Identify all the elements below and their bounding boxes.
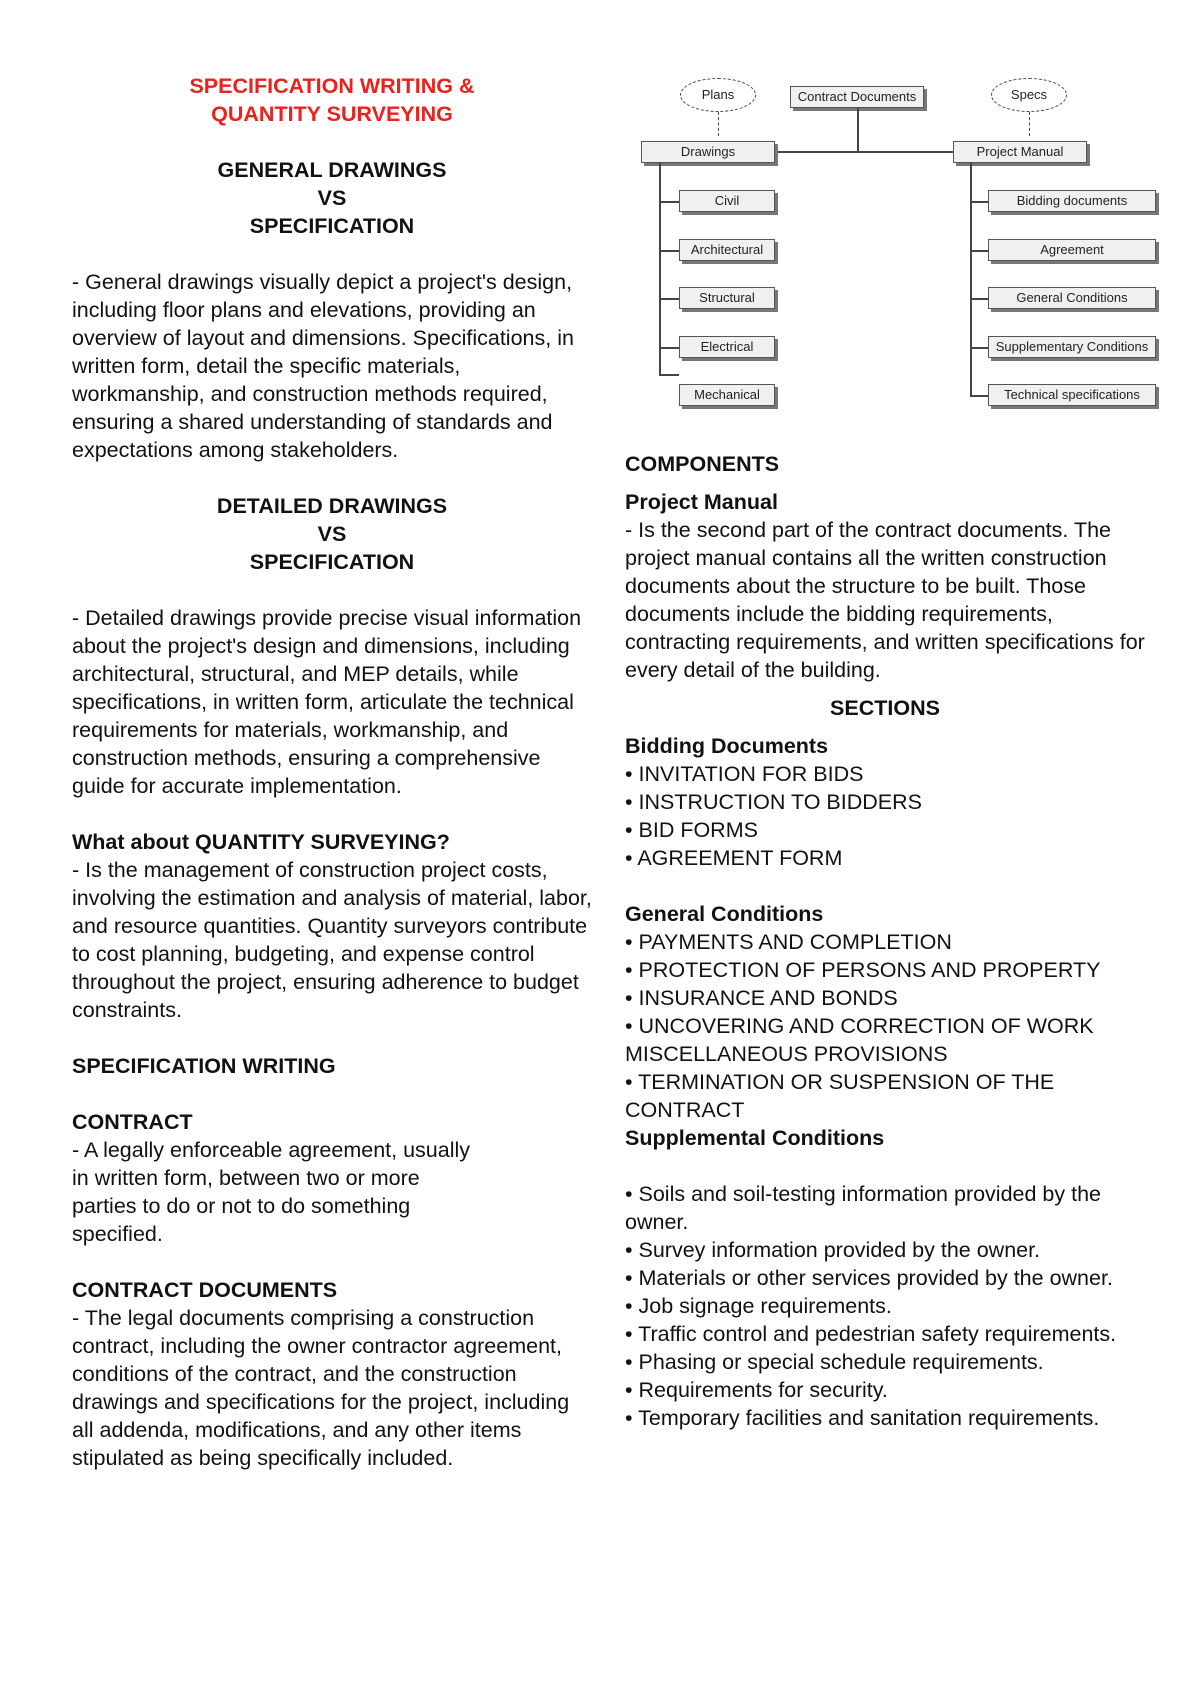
connector-line bbox=[659, 374, 679, 376]
agreement-box: Agreement bbox=[988, 239, 1156, 261]
contract-line: specified. bbox=[72, 1222, 163, 1246]
general-drawings-body: - General drawings visually depict a project's design, including floor plans and elevations, providing an overview of layout and dimensions. Specifications, in written form, detail the specific materials, workmanship, and construction methods required, ensuring a shared understanding of standards and expectations among stakeholders. bbox=[72, 270, 574, 462]
list-item: • PROTECTION OF PERSONS AND PROPERTY bbox=[625, 958, 1101, 982]
right-column bbox=[625, 450, 1145, 1432]
connector-line bbox=[970, 395, 988, 397]
contract-body bbox=[72, 1136, 592, 1248]
components-heading: COMPONENTS bbox=[625, 452, 780, 476]
list-item: • PAYMENTS AND COMPLETION bbox=[625, 930, 952, 954]
bidding-documents-box: Bidding documents bbox=[988, 190, 1156, 212]
drawings-box: Drawings bbox=[641, 141, 775, 163]
list-item: • INVITATION FOR BIDS bbox=[625, 762, 864, 786]
list-item: • Temporary facilities and sanitation requirements. bbox=[625, 1406, 1100, 1430]
heading-line: DETAILED DRAWINGS bbox=[216, 494, 448, 518]
list-item: • TERMINATION OR SUSPENSION OF THE CONTRACT bbox=[625, 1070, 1055, 1122]
civil-box: Civil bbox=[679, 190, 775, 212]
specs-connector bbox=[1029, 112, 1030, 136]
quantity-surveying-heading: What about QUANTITY SURVEYING? bbox=[72, 830, 450, 854]
general-conditions-list bbox=[625, 928, 1145, 1124]
list-item: • AGREEMENT FORM bbox=[625, 846, 843, 870]
title-line-2: QUANTITY SURVEYING bbox=[211, 102, 453, 126]
technical-specifications-box: Technical specifications bbox=[988, 384, 1156, 406]
general-drawings-heading bbox=[72, 156, 592, 240]
project-manual-heading: Project Manual bbox=[625, 490, 778, 514]
contract-line: - A legally enforceable agreement, usually bbox=[72, 1138, 470, 1162]
general-conditions-box: General Conditions bbox=[988, 287, 1156, 309]
list-item: • INSURANCE AND BONDS bbox=[625, 986, 898, 1010]
connector-line bbox=[659, 201, 679, 203]
specification-writing-heading: SPECIFICATION WRITING bbox=[72, 1054, 336, 1078]
connector-line bbox=[659, 250, 679, 252]
detailed-drawings-body: - Detailed drawings provide precise visual information about the project's design and dimensions, including architectural, structural, and MEP details, while specifications, in written form, articulate the technical requirements for materials, workmanship, and construction methods, ensuring a comprehensive guide for accurate implementation. bbox=[72, 606, 582, 798]
contract-documents-body: - The legal documents comprising a construction contract, including the owner contractor agreement, conditions of the contract, and the construction drawings and specifications for the project, including all addenda, modifications, and any other items stipulated as being specifically included. bbox=[72, 1306, 570, 1470]
specs-oval: Specs bbox=[991, 78, 1067, 112]
connector-line bbox=[970, 163, 972, 395]
electrical-box: Electrical bbox=[679, 336, 775, 358]
connector-line bbox=[857, 108, 859, 152]
general-conditions-heading: General Conditions bbox=[625, 902, 824, 926]
connector-line bbox=[970, 347, 988, 349]
contract-documents-heading: CONTRACT DOCUMENTS bbox=[72, 1278, 338, 1302]
bidding-documents-list bbox=[625, 760, 1145, 872]
connector-line bbox=[970, 250, 988, 252]
heading-line: GENERAL DRAWINGS bbox=[217, 158, 447, 182]
connector-line bbox=[970, 298, 988, 300]
list-item: • Requirements for security. bbox=[625, 1378, 888, 1402]
heading-line: VS bbox=[317, 186, 347, 210]
project-manual-box: Project Manual bbox=[953, 141, 1087, 163]
heading-line: SPECIFICATION bbox=[249, 214, 415, 238]
document-title bbox=[72, 72, 592, 128]
connector-line bbox=[659, 163, 661, 374]
list-item: • UNCOVERING AND CORRECTION OF WORK MISCELLANEOUS PROVISIONS bbox=[625, 1014, 1094, 1066]
contract-line: in written form, between two or more bbox=[72, 1166, 420, 1190]
supplemental-conditions-heading: Supplemental Conditions bbox=[625, 1126, 885, 1150]
contract-documents-diagram bbox=[625, 78, 1185, 418]
architectural-box: Architectural bbox=[679, 239, 775, 261]
list-item: • Materials or other services provided by the owner. bbox=[625, 1266, 1113, 1290]
title-line-1: SPECIFICATION WRITING & bbox=[189, 74, 475, 98]
connector-line bbox=[659, 298, 679, 300]
structural-box: Structural bbox=[679, 287, 775, 309]
project-manual-body: - Is the second part of the contract documents. The project manual contains all the written construction documents about the structure to be built. Those documents include the bidding requirements, contracting requirements, and written specifications for every detail of the building. bbox=[625, 518, 1145, 682]
supplementary-conditions-box: Supplementary Conditions bbox=[988, 336, 1156, 358]
supplemental-conditions-list bbox=[625, 1180, 1145, 1432]
detailed-drawings-heading bbox=[72, 492, 592, 576]
list-item: • INSTRUCTION TO BIDDERS bbox=[625, 790, 923, 814]
plans-connector bbox=[718, 112, 719, 136]
heading-line: SPECIFICATION bbox=[249, 550, 415, 574]
list-item: • Survey information provided by the owner. bbox=[625, 1238, 1041, 1262]
connector-line bbox=[659, 347, 679, 349]
list-item: • Job signage requirements. bbox=[625, 1294, 892, 1318]
list-item: • Traffic control and pedestrian safety requirements. bbox=[625, 1322, 1117, 1346]
mechanical-box: Mechanical bbox=[679, 384, 775, 406]
list-item: • BID FORMS bbox=[625, 818, 758, 842]
list-item: • Phasing or special schedule requirements. bbox=[625, 1350, 1044, 1374]
connector-line bbox=[970, 201, 988, 203]
heading-line: VS bbox=[317, 522, 347, 546]
plans-oval: Plans bbox=[680, 78, 756, 112]
contract-heading: CONTRACT bbox=[72, 1110, 193, 1134]
contract-line: parties to do or not to do something bbox=[72, 1194, 411, 1218]
list-item: • Soils and soil-testing information provided by the owner. bbox=[625, 1182, 1102, 1234]
bidding-documents-heading: Bidding Documents bbox=[625, 734, 829, 758]
left-column bbox=[72, 0, 592, 1472]
contract-documents-box: Contract Documents bbox=[790, 86, 924, 108]
quantity-surveying-body: - Is the management of construction project costs, involving the estimation and analysis of material, labor, and resource quantities. Quantity surveyors contribute to cost planning, budgeting, and expense control throughout the project, ensuring adherence to budget constraints. bbox=[72, 858, 592, 1022]
sections-heading: SECTIONS bbox=[830, 696, 940, 720]
